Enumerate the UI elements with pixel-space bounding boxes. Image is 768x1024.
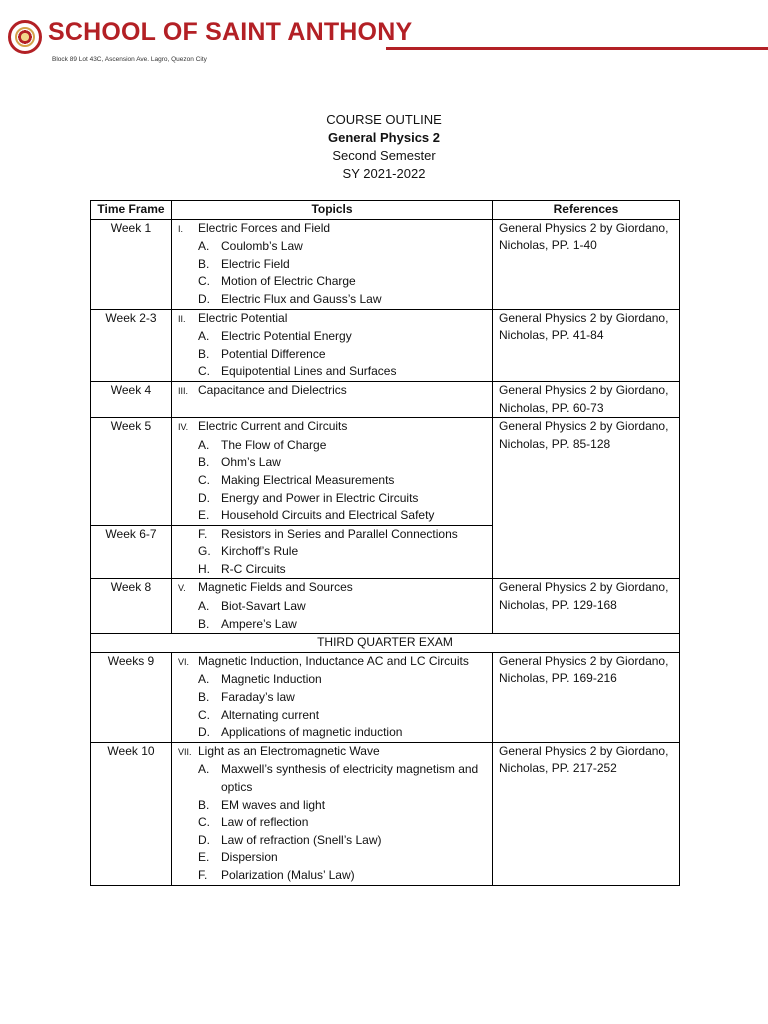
subtopic-letter: C. — [198, 707, 210, 722]
subtopic-letter: D. — [198, 291, 210, 306]
subtopic-text: Alternating current — [221, 707, 320, 722]
school-name — [48, 18, 412, 47]
subtopic-letter: A. — [198, 672, 210, 687]
semester-label: Second Semester — [332, 148, 436, 163]
topic-roman-numeral: VII. — [178, 746, 192, 757]
subtopic-text: R-C Circuits — [221, 561, 286, 576]
subtopic-letter: A. — [198, 599, 210, 614]
course-title: General Physics 2 — [327, 130, 440, 145]
reference-cell: General Physics 2 by Giordano, Nicholas, PP. 60-73 — [493, 381, 680, 417]
topics-cell — [172, 381, 493, 417]
subtopic-letter: C. — [198, 274, 210, 289]
subtopic-text: Maxwell’s synthesis of electricity magnetism and optics — [221, 762, 479, 794]
subtopic-text: Kirchoff’s Rule — [221, 544, 299, 559]
subtopic-text: Potential Difference — [221, 346, 326, 361]
subtopic-letter: D. — [198, 725, 210, 740]
subtopic-letter: E. — [198, 850, 210, 865]
topic-title: Electric Current and Circuits — [198, 419, 348, 434]
subtopic-item — [178, 256, 486, 274]
subtopic-text: Law of refraction (Snell’s Law) — [221, 832, 382, 847]
topics-cell — [172, 525, 493, 579]
subtopic-item — [178, 616, 486, 634]
subtopic-item — [178, 238, 486, 256]
reference-cell: General Physics 2 by Giordano, Nicholas, PP. 169-216 — [493, 652, 680, 742]
table-row — [91, 652, 680, 742]
subtopic-letter: D. — [198, 490, 210, 505]
topic-title: Light as an Electromagnetic Wave — [198, 743, 380, 758]
subtopic-item — [178, 689, 486, 707]
subtopic-item — [178, 472, 486, 490]
subtopic-letter: E. — [198, 508, 210, 523]
subtopic-item — [178, 849, 486, 867]
topic-heading — [178, 653, 486, 672]
subtopic-text: Faraday’s law — [221, 690, 295, 705]
subtopic-item — [178, 724, 486, 742]
time-frame-cell: Week 6-7 — [91, 525, 172, 579]
subtopic-letter: C. — [198, 364, 210, 379]
subtopic-letter: B. — [198, 256, 210, 271]
school-header — [4, 14, 768, 70]
subtopic-text: Equipotential Lines and Surfaces — [221, 364, 397, 379]
table-row — [91, 309, 680, 381]
subtopic-text: Motion of Electric Charge — [221, 274, 356, 289]
topic-roman-numeral: II. — [178, 313, 186, 324]
subtopic-item — [178, 507, 486, 525]
course-outline-table — [90, 200, 680, 886]
topic-heading — [178, 382, 486, 401]
subtopic-item — [178, 363, 486, 381]
time-frame-cell: Week 5 — [91, 418, 172, 526]
subtopic-letter: A. — [198, 329, 210, 344]
topic-heading — [178, 220, 486, 239]
topic-roman-numeral: IV. — [178, 422, 189, 433]
subtopic-letter: D. — [198, 832, 210, 847]
school-name-part1: SCHOOL OF — [48, 18, 206, 46]
subtopic-item — [178, 543, 486, 561]
subtopic-item — [178, 328, 486, 346]
subtopic-text: Electric Field — [221, 256, 290, 271]
subtopic-letter: G. — [198, 544, 211, 559]
title-line-1: COURSE OUTLINE — [326, 112, 442, 127]
topics-cell — [172, 309, 493, 381]
subtopic-text: EM waves and light — [221, 797, 326, 812]
subtopic-letter: A. — [198, 239, 210, 254]
subtopic-letter: F. — [198, 526, 208, 541]
school-name-part2: SAINT ANTHONY — [205, 18, 413, 46]
subtopic-letter: B. — [198, 690, 210, 705]
subtopic-item — [178, 561, 486, 579]
subtopic-letter: C. — [198, 815, 210, 830]
time-frame-cell: Weeks 9 — [91, 652, 172, 742]
reference-cell: General Physics 2 by Giordano, Nicholas, PP. 129-168 — [493, 579, 680, 634]
reference-cell: General Physics 2 by Giordano, Nicholas, PP. 1-40 — [493, 219, 680, 309]
topic-heading — [178, 743, 486, 762]
time-frame-cell: Week 1 — [91, 219, 172, 309]
subtopic-item — [178, 761, 486, 796]
subtopic-letter: C. — [198, 472, 210, 487]
header-topics: Topicls — [172, 201, 493, 220]
school-year-label: SY 2021-2022 — [342, 166, 426, 181]
topic-roman-numeral: I. — [178, 223, 184, 234]
topic-title: Electric Potential — [198, 310, 288, 325]
time-frame-cell: Week 2-3 — [91, 309, 172, 381]
subtopic-text: Ampere’s Law — [221, 616, 297, 631]
subtopic-text: Law of reflection — [221, 815, 309, 830]
topic-roman-numeral: V. — [178, 583, 186, 594]
subtopic-text: Biot-Savart Law — [221, 599, 306, 614]
subtopic-letter: B. — [198, 455, 210, 470]
subtopic-item — [178, 867, 486, 885]
table-header-row — [91, 201, 680, 220]
subtopic-text: Coulomb’s Law — [221, 239, 303, 254]
time-frame-cell: Week 4 — [91, 381, 172, 417]
subtopic-item — [178, 454, 486, 472]
reference-cell: General Physics 2 by Giordano, Nicholas, PP. 41-84 — [493, 309, 680, 381]
subtopic-item — [178, 707, 486, 725]
subtopic-text: Electric Flux and Gauss’s Law — [221, 291, 382, 306]
header-time-frame: Time Frame — [91, 201, 172, 220]
exam-row — [91, 634, 680, 653]
header-rule — [386, 47, 768, 50]
topic-title: Electric Forces and Field — [198, 220, 331, 235]
subtopic-text: Polarization (Malus’ Law) — [221, 867, 355, 882]
topics-cell — [172, 418, 493, 526]
subtopic-item — [178, 814, 486, 832]
topic-title: Magnetic Induction, Inductance AC and LC Circuits — [198, 653, 469, 668]
time-frame-cell: Week 10 — [91, 742, 172, 885]
subtopic-item — [178, 797, 486, 815]
header-references: References — [493, 201, 680, 220]
topic-heading — [178, 418, 486, 437]
subtopic-text: Resistors in Series and Parallel Connections — [221, 526, 458, 541]
reference-cell: General Physics 2 by Giordano, Nicholas, PP. 85-128 — [493, 418, 680, 579]
table-row — [91, 381, 680, 417]
subtopic-letter: H. — [198, 561, 210, 576]
reference-cell: General Physics 2 by Giordano, Nicholas, PP. 217-252 — [493, 742, 680, 885]
subtopic-item — [178, 346, 486, 364]
subtopic-text: Dispersion — [221, 850, 278, 865]
subtopic-letter: B. — [198, 797, 210, 812]
school-seal-logo — [8, 20, 42, 54]
subtopic-text: Making Electrical Measurements — [221, 472, 395, 487]
subtopic-letter: A. — [198, 437, 210, 452]
subtopic-text: Ohm’s Law — [221, 455, 281, 470]
topic-heading — [178, 579, 486, 598]
subtopic-text: The Flow of Charge — [221, 437, 327, 452]
table-row — [91, 219, 680, 309]
subtopic-item — [178, 832, 486, 850]
subtopic-item — [178, 291, 486, 309]
topic-roman-numeral: III. — [178, 385, 189, 396]
exam-label: THIRD QUARTER EXAM — [91, 634, 680, 653]
table-row — [91, 418, 680, 526]
document-title-block — [0, 111, 768, 183]
topics-cell — [172, 219, 493, 309]
subtopic-text: Energy and Power in Electric Circuits — [221, 490, 419, 505]
time-frame-cell: Week 8 — [91, 579, 172, 634]
subtopic-item — [178, 273, 486, 291]
subtopic-letter: B. — [198, 346, 210, 361]
topic-heading — [178, 310, 486, 329]
subtopic-item — [178, 437, 486, 455]
topics-cell — [172, 742, 493, 885]
subtopic-letter: F. — [198, 867, 208, 882]
topic-title: Magnetic Fields and Sources — [198, 580, 353, 595]
subtopic-item — [178, 526, 486, 544]
table-row — [91, 579, 680, 634]
subtopic-text: Magnetic Induction — [221, 672, 322, 687]
topic-title: Capacitance and Dielectrics — [198, 382, 347, 397]
subtopic-item — [178, 671, 486, 689]
subtopic-letter: B. — [198, 616, 210, 631]
topics-cell — [172, 579, 493, 634]
subtopic-text: Electric Potential Energy — [221, 329, 352, 344]
school-address: Block 89 Lot 43C, Ascension Ave. Lagro, Quezon City — [52, 56, 207, 63]
topic-roman-numeral: VI. — [178, 656, 190, 667]
subtopic-item — [178, 598, 486, 616]
subtopic-text: Applications of magnetic induction — [221, 725, 403, 740]
subtopic-text: Household Circuits and Electrical Safety — [221, 508, 435, 523]
topics-cell — [172, 652, 493, 742]
table-row — [91, 742, 680, 885]
subtopic-item — [178, 490, 486, 508]
subtopic-letter: A. — [198, 762, 210, 777]
